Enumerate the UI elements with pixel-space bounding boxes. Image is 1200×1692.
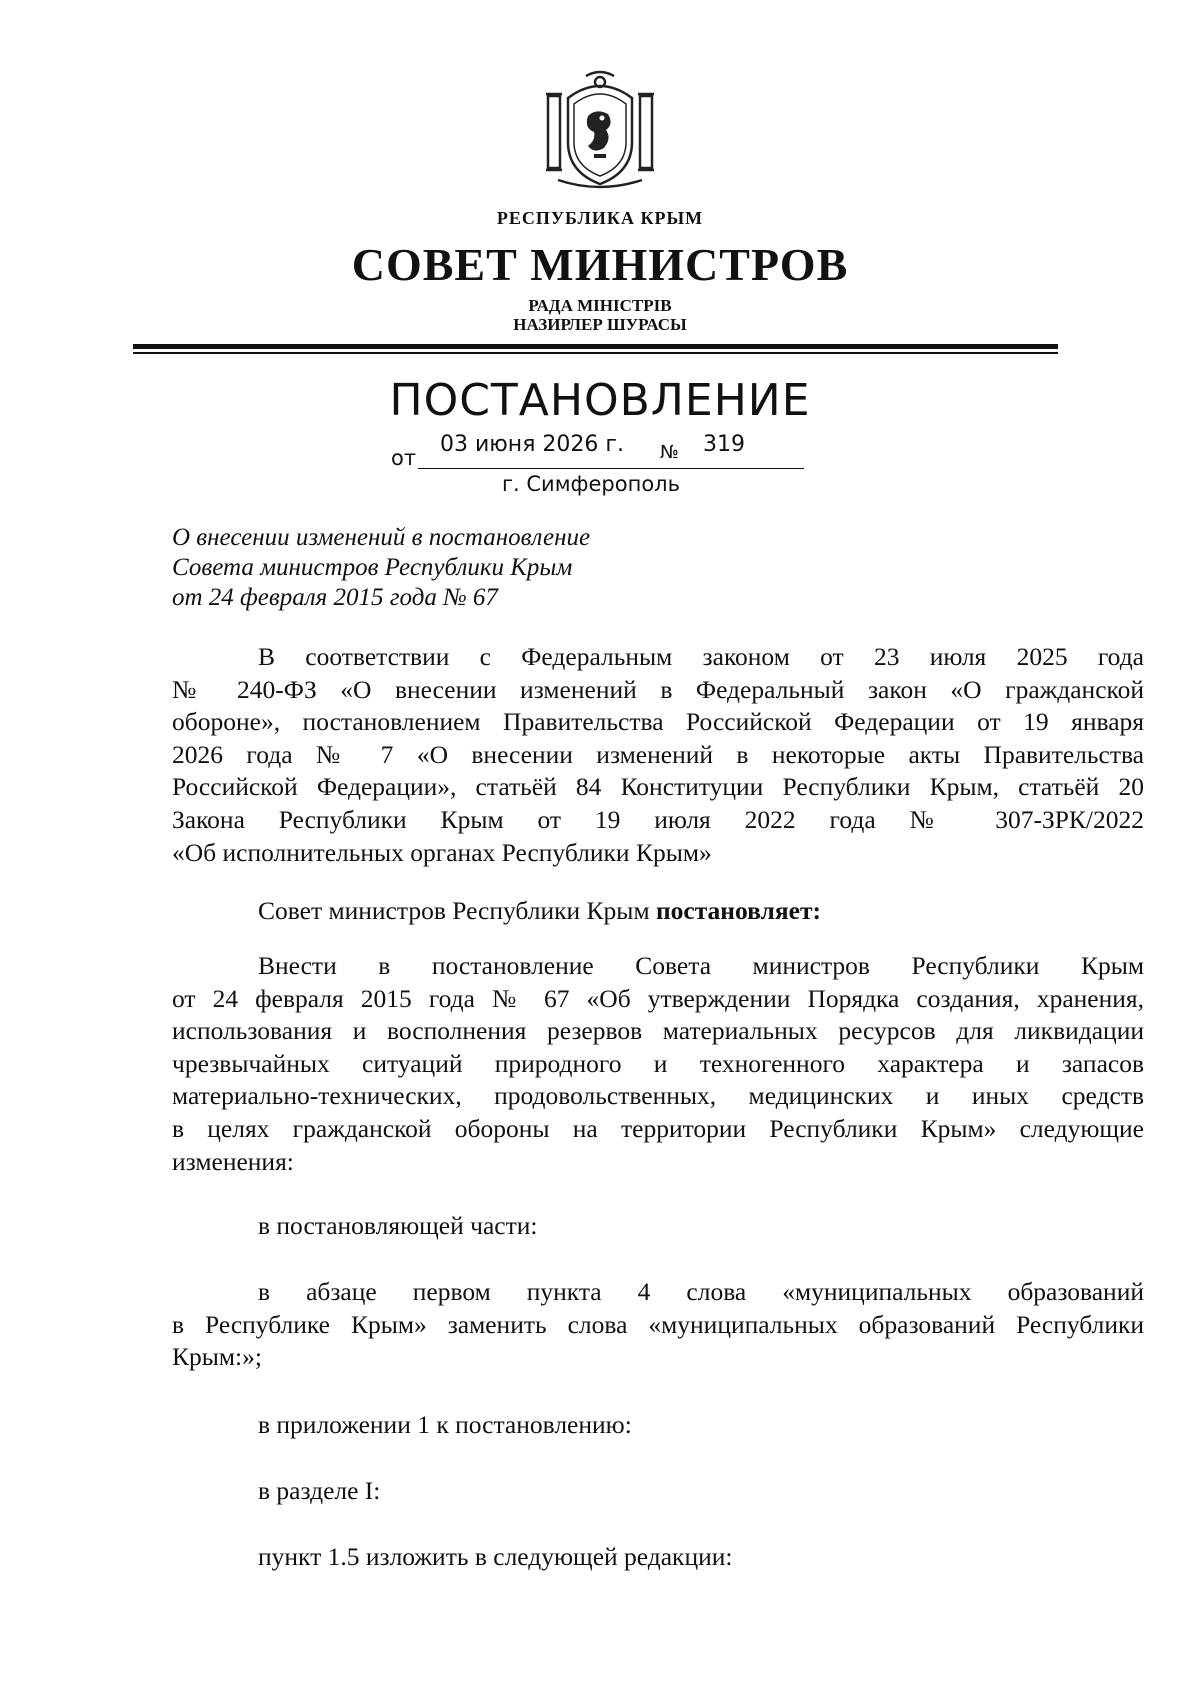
section-heading: в разделе I: <box>258 1476 381 1505</box>
title-line: О внесении изменений в постановление <box>172 524 591 551</box>
paragraph-line: Внести в постановление Совета министров Республики Крым <box>258 951 1144 980</box>
paragraph-line: 2026 года № 7 «О внесении изменений в некоторые акты Правительства <box>172 739 1144 769</box>
header-rule-thick <box>133 344 1058 349</box>
paragraph-line: Российской Федерации», статьёй 84 Конституции Республики Крым, статьёй 20 <box>172 772 1144 802</box>
title-line: Совета министров Республики Крым <box>172 554 573 581</box>
resolve-text: Совет министров Республики Крым <box>258 896 656 925</box>
council-name-ukrainian: РАДА МІНІСТРІВ <box>528 296 672 315</box>
date-prefix: от <box>391 446 417 470</box>
paragraph-line: в абзаце первом пункта 4 слова «муниципальных образований <box>258 1277 1144 1306</box>
paragraph-line: «Об исполнительных органах Республики Крым» <box>172 837 712 867</box>
paragraph-line: обороне», постановлением Правительства Российской Федерации от 19 января <box>172 707 1144 737</box>
paragraph-line: Закона Республики Крым от 19 июля 2022 года № 307-ЗРК/2022 <box>172 804 1144 834</box>
paragraph-line: № 240-ФЗ «О внесении изменений в Федеральный закон «О гражданской <box>172 674 1144 704</box>
document-title <box>172 523 772 613</box>
paragraph-line: материально-технических, продовольственных, медицинских и иных средств <box>172 1081 1144 1111</box>
council-name-crimean-tatar: НАЗИРЛЕР ШУРАСЫ <box>513 315 687 334</box>
resolve-keyword: постановляет: <box>655 896 821 925</box>
document-number: 319 <box>703 432 745 457</box>
paragraph-line: изменения: <box>172 1146 294 1176</box>
republic-name: РЕСПУБЛИКА КРЫМ <box>496 208 704 228</box>
operative-part-heading: в постановляющей части: <box>258 1211 538 1240</box>
paragraph-line: от 24 февраля 2015 года № 67 «Об утверждении Порядка создания, хранения, <box>172 983 1144 1013</box>
appendix-heading: в приложении 1 к постановлению: <box>258 1410 632 1439</box>
paragraph-line: чрезвычайных ситуаций природного и техногенного характера и запасов <box>172 1048 1144 1078</box>
paragraph-line: использования и восполнения резервов материальных ресурсов для ликвидации <box>172 1016 1144 1046</box>
date-underline <box>418 468 804 469</box>
resolve-paragraph <box>172 895 1200 928</box>
title-line: от 24 февраля 2015 года № 67 <box>172 584 498 611</box>
paragraph-line: В соответствии с Федеральным законом от 23 июля 2025 года <box>258 642 1144 671</box>
council-name: СОВЕТ МИНИСТРОВ <box>351 239 849 290</box>
point-4-paragraph <box>172 1276 1144 1374</box>
preamble-paragraph <box>172 641 1144 869</box>
number-label: № <box>660 442 679 463</box>
paragraph-line: в целях гражданской обороны на территории Республики Крым» следующие <box>172 1113 1144 1143</box>
paragraph-line: в Республике Крым» заменить слова «муниципальных образований Республики <box>172 1309 1144 1339</box>
point-1-5-paragraph: пункт 1.5 изложить в следующей редакции: <box>258 1542 733 1571</box>
paragraph-line: Крым:»; <box>172 1342 262 1372</box>
document-city: г. Симферополь <box>502 472 680 496</box>
coat-of-arms-emblem <box>538 68 662 192</box>
document-date: 03 июня 2026 г. <box>440 432 624 457</box>
document-type: ПОСТАНОВЛЕНИЕ <box>389 375 811 426</box>
amendment-paragraph <box>172 950 1144 1178</box>
header-rule-thin <box>133 352 1058 354</box>
